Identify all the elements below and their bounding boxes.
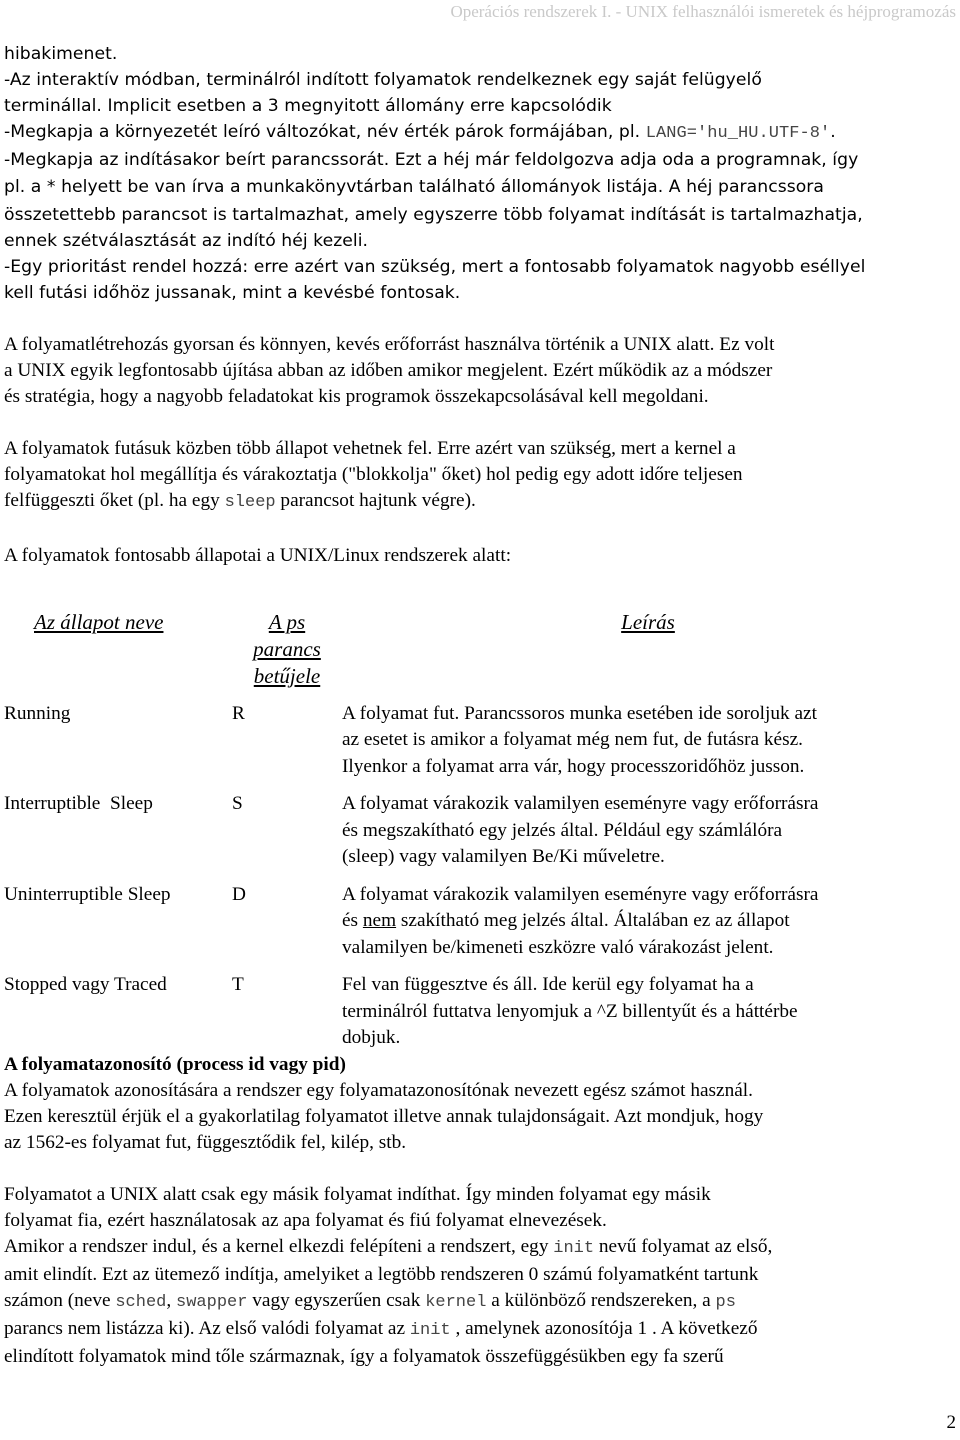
state-letter: S [232, 793, 243, 815]
state-description [342, 972, 954, 1052]
text-line: a UNIX egyik legfontosabb újítása abban az időben amikor megjelent. Ezért működik az a módszer [4, 360, 773, 382]
state-name: Interruptible Sleep [4, 793, 153, 815]
text-line: Ilyenkor a folyamat arra vár, hogy processzoridőhöz jusson. [342, 755, 805, 777]
text-span: vagy egyszerűen csak [247, 1290, 426, 1312]
state-letter: R [232, 702, 245, 724]
state-letter: D [232, 883, 246, 905]
sleep-code: sleep [224, 493, 276, 513]
paragraph-creation [4, 332, 954, 410]
text-line: terminálról futtatva lenyomjuk a ^Z billentyűt és a háttérbe [342, 1000, 798, 1022]
text-span: parancs nem listázza ki). Az első valódi folyamat az [4, 1318, 410, 1340]
state-name: Stopped vagy Traced [4, 974, 167, 996]
text-span: , amelynek azonosítója 1 . A következő [450, 1318, 758, 1340]
section-title: A folyamatazonosító (process id vagy pid) [4, 1053, 346, 1075]
paragraph-states-title [4, 543, 954, 569]
text-line: Fel van függesztve és áll. Ide kerül egy folyamat ha a [342, 974, 754, 996]
state-name: Running [4, 702, 71, 724]
text-span: , [166, 1290, 177, 1312]
ps-code: ps [715, 1293, 736, 1313]
text-line: terminállal. Implicit esetben a 3 megnyitott állomány erre kapcsolódik [4, 96, 612, 117]
text-line: összetettebb parancsot is tartalmazhat, amely egyszerre több folyamat indítását is tartalmazhatja, [4, 204, 863, 225]
text-line: A folyamat várakozik valamilyen eseményre vagy erőforrásra [342, 883, 819, 905]
swapper-code: swapper [176, 1293, 248, 1313]
pid-section [4, 1052, 954, 1156]
text-line: Ezen keresztül érjük el a gyakorlatilag folyamatot illetve annak tulajdonságait. Azt mondjuk, hogy [4, 1105, 764, 1127]
text-span: és [342, 910, 363, 932]
text-span: pl. a * helyett be van írva a munkakönyvtárban található állományok listája. [4, 177, 664, 198]
paragraph-parent-child [4, 1182, 954, 1371]
text-line: ennek szétválasztását az indító héj kezeli. [4, 230, 369, 251]
state-description [342, 882, 954, 962]
text-line [342, 908, 950, 935]
text-line: (sleep) vagy valamilyen Be/Ki műveletre. [342, 846, 665, 868]
text-span: parancsot hajtunk végre). [275, 490, 476, 512]
text-line: folyamat fia, ezért használatosak az apa folyamat és fiú folyamat elnevezések. [4, 1209, 607, 1231]
text-line: hibakimenet. [4, 44, 118, 64]
text-line: Folyamatot a UNIX alatt csak egy másik folyamat indíthat. Így minden folyamat egy másik [4, 1183, 711, 1205]
text-line: az esetet is amikor a folyamat még nem fut, de futásra kész. [342, 729, 803, 751]
text-span: A héj parancssora [663, 177, 824, 198]
text-line: A folyamatok fontosabb állapotai a UNIX/Linux rendszerek alatt: [4, 544, 512, 566]
text-line: A folyamatlétrehozás gyorsan és könnyen, kevés erőforrást használva történik a UNIX alatt. Ez volt [4, 333, 775, 355]
text-span: a különböző rendszereken, a [486, 1290, 716, 1312]
sched-code: sched [115, 1293, 167, 1313]
header-ps-letter [232, 609, 342, 701]
state-row-stopped [4, 972, 954, 1052]
text-line: kell futási időhöz jussanak, mint a kevésbé fontosak. [4, 282, 461, 303]
state-row-running [4, 701, 954, 781]
env-var-code: LANG='hu_HU.UTF-8' [645, 124, 831, 144]
states-table-header [4, 609, 954, 701]
page-number: 2 [946, 1412, 956, 1433]
text-line: és megszakítható egy jelzés által. Például egy számlálóra [342, 819, 783, 841]
text-line: dobjuk. [342, 1027, 401, 1049]
text-span: -Megkapja az indításakor beírt parancssorát. [4, 150, 390, 171]
text-line: A folyamat várakozik valamilyen eseményre vagy erőforrásra [342, 793, 819, 815]
header-ps-letter-line: parancs [253, 636, 321, 661]
text-line: A folyamat fut. Parancssoros munka esetében ide soroljuk azt [342, 702, 817, 724]
text-line: -Egy prioritást rendel hozzá: erre azért van szükség, mert a fontosabb folyamatok nagyobb eséllyel [4, 256, 866, 277]
running-header: Operációs rendszerek I. - UNIX felhasználói ismeretek és héjprogramozás [450, 2, 956, 21]
text-line: valamilyen be/kimeneti eszközre való várakozást jelent. [342, 936, 774, 958]
kernel-code: kernel [425, 1293, 487, 1313]
paragraph-states-intro [4, 436, 954, 516]
page-content [4, 41, 954, 1371]
text-line: folyamatokat hol megállítja és várakoztatja ("blokkolja" őket) hol pedig egy adott időre teljesen [4, 464, 743, 486]
text-line: amit elindít. Ezt az ütemező indítja, amelyiket a legtöbb rendszeren 0 számú folyamatként tartunk [4, 1264, 759, 1286]
text-span: nevű folyamat az első, [594, 1236, 773, 1258]
state-row-interruptible-sleep [4, 791, 954, 871]
intro-list [4, 41, 954, 306]
text-line: elindított folyamatok mind tőle származnak, így a folyamatok összefüggésükben egy fa szerű [4, 1346, 724, 1368]
text-line: az 1562-es folyamat fut, függesztődik fel, kilép, stb. [4, 1131, 407, 1153]
text-span: szakítható meg jelzés által. Általában ez az állapot [396, 910, 790, 932]
text-line: és stratégia, hogy a nagyobb feladatokat kis programok összekapcsolásával kell megoldani. [4, 386, 709, 408]
text-span: . [830, 122, 836, 143]
text-span: -Megkapja a környezetét leíró változókat, név érték párok formájában, pl. [4, 122, 646, 143]
state-name: Uninterruptible Sleep [4, 883, 171, 905]
state-description [342, 701, 954, 781]
text-span: felfüggeszti őket (pl. ha egy [4, 490, 225, 512]
header-state-name: Az állapot neve [34, 609, 164, 634]
text-line [4, 488, 954, 516]
states-table [4, 609, 954, 1052]
text-line [4, 1234, 954, 1262]
text-line [4, 147, 954, 174]
state-description [342, 791, 954, 871]
header-ps-letter-line: betűjele [253, 663, 321, 688]
text-line [4, 1288, 954, 1316]
text-span: Ezt a héj már feldolgozva adja oda a programnak, így [389, 150, 859, 171]
state-letter: T [232, 974, 244, 996]
state-row-uninterruptible-sleep [4, 882, 954, 962]
text-line [4, 119, 954, 147]
text-span: Amikor a rendszer indul, és a kernel elkezdi felépíteni a rendszert, egy [4, 1236, 554, 1258]
text-span: számon (neve [4, 1290, 116, 1312]
text-line: -Az interaktív módban, terminálról indított folyamatok rendelkeznek egy saját felügyelő [4, 70, 762, 91]
header-description: Leírás [621, 609, 675, 634]
init-code: init [409, 1321, 451, 1341]
text-line [4, 1316, 954, 1344]
underlined-word: nem [362, 910, 397, 932]
text-line [4, 174, 954, 201]
header-ps-letter-line: A ps [268, 609, 306, 634]
text-line: A folyamatok futásuk közben több állapot vehetnek fel. Erre azért van szükség, mert a kernel a [4, 438, 736, 460]
text-line: A folyamatok azonosítására a rendszer egy folyamatazonosítónak nevezett egész számot használ. [4, 1079, 753, 1101]
init-code: init [553, 1239, 595, 1259]
